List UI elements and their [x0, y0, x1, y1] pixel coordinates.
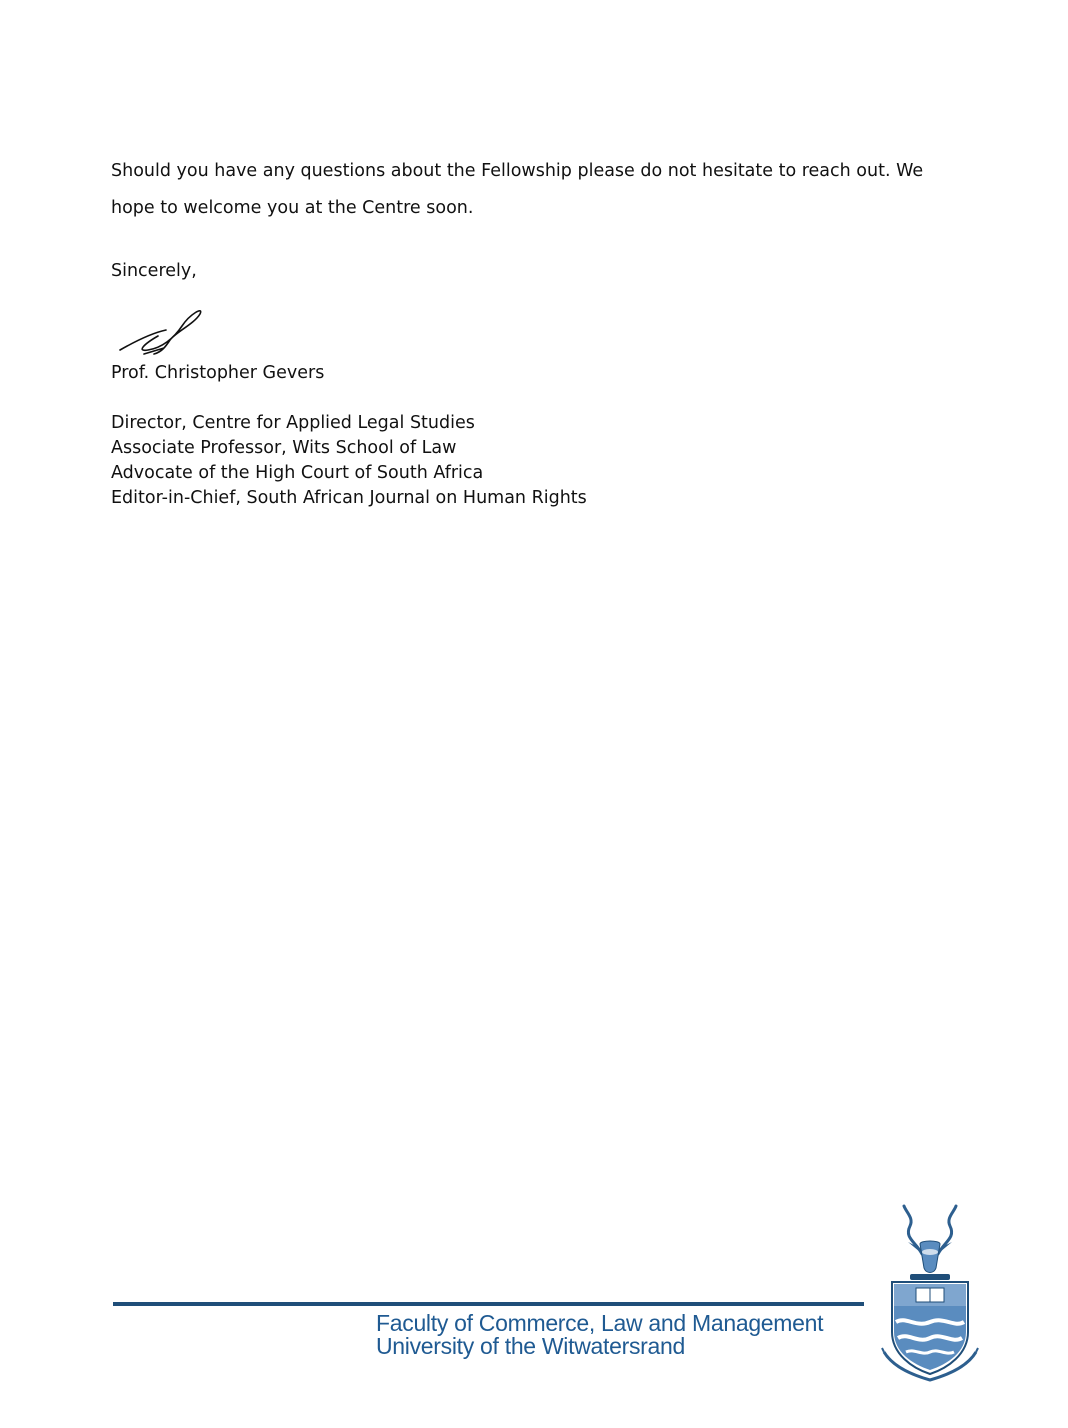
- footer-divider: [113, 1302, 864, 1306]
- footer-faculty: Faculty of Commerce, Law and Management: [376, 1310, 824, 1336]
- footer-university: University of the Witwatersrand: [376, 1333, 685, 1359]
- closing-salutation: Sincerely,: [111, 261, 197, 281]
- signer-title-line: Advocate of the High Court of South Africa: [111, 463, 484, 483]
- closing-paragraph: Should you have any questions about the Fellowship please do not hesitate to reach out. We hope to welcome you at the Centre soon.: [111, 161, 924, 218]
- university-crest-icon: [880, 1202, 980, 1382]
- footer-institution: [376, 1312, 823, 1358]
- signer-title-line: Editor-in-Chief, South African Journal on Human Rights: [111, 488, 587, 508]
- signer-title-line: Director, Centre for Applied Legal Studies: [111, 413, 475, 433]
- signature-icon: [114, 300, 210, 360]
- signer-titles: [111, 411, 587, 511]
- signer-name: Prof. Christopher Gevers: [111, 363, 325, 383]
- signer-title-line: Associate Professor, Wits School of Law: [111, 438, 457, 458]
